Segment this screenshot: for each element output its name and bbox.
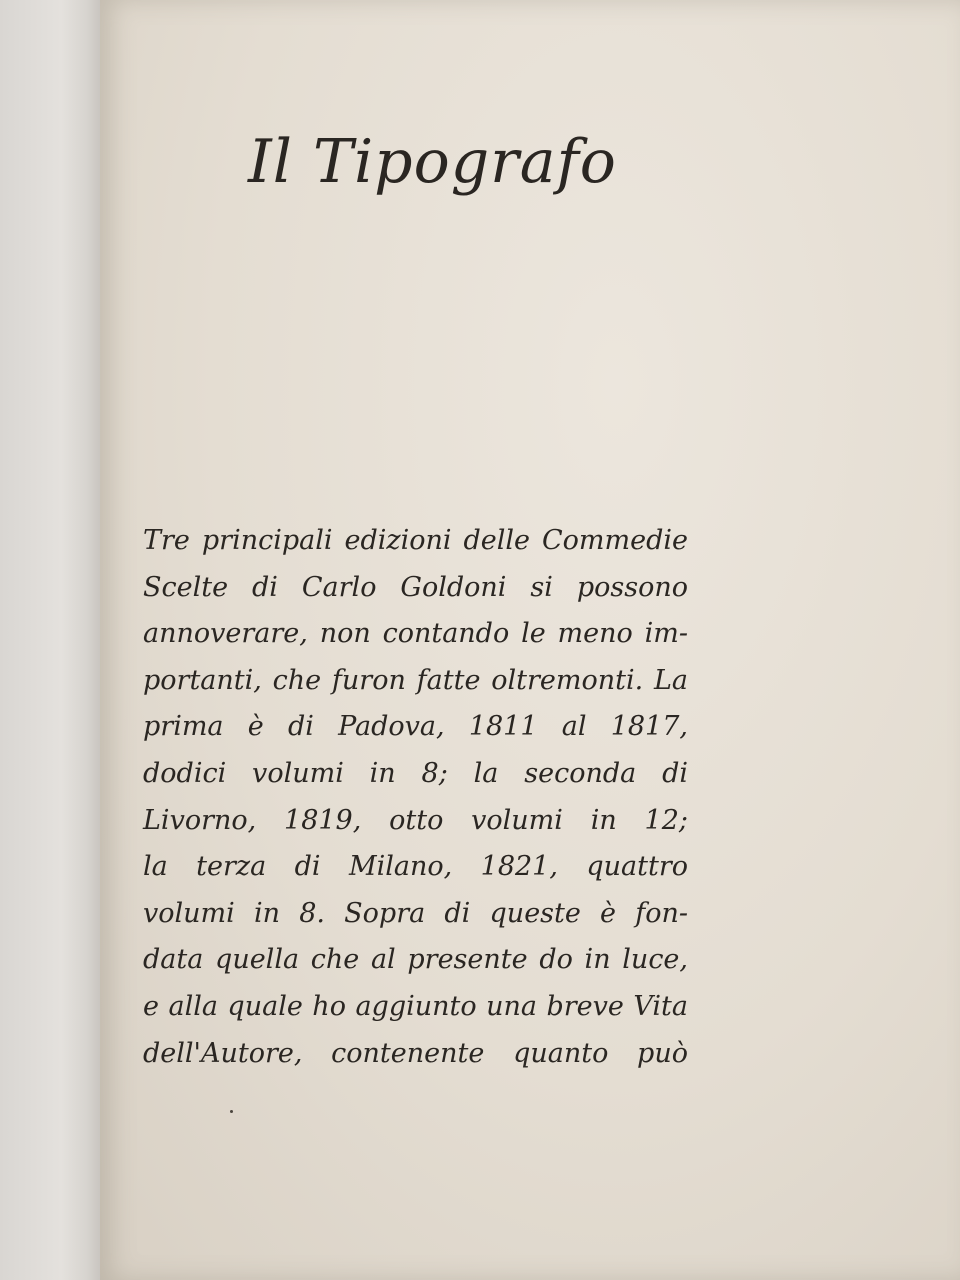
text-line: Livorno, 1819, otto volumi in 12;: [143, 804, 688, 836]
ink-speck: [230, 1110, 233, 1113]
text-line: volumi in 8. Sopra di queste è fon-: [143, 897, 688, 929]
page-title: Il Tipografo: [248, 127, 617, 197]
text-line: data quella che al presente do in luce,: [143, 944, 688, 976]
text-line: portanti, che furon fatte oltremonti. La: [143, 664, 688, 696]
text-line: e alla quale ho aggiunto una breve Vita: [143, 990, 688, 1022]
text-line: prima è di Padova, 1811 al 1817,: [143, 711, 688, 743]
body-text: [143, 518, 688, 1077]
text-line: annoverare, non contando le meno im-: [143, 618, 688, 650]
text-line: dodici volumi in 8; la seconda di: [143, 757, 688, 789]
text-line: dell'Autore, contenente quanto può: [143, 1037, 688, 1069]
text-line: Scelte di Carlo Goldoni si possono: [143, 571, 688, 603]
left-page-edge: [0, 0, 102, 1280]
text-line: Tre principali edizioni delle Commedie: [143, 525, 688, 556]
text-line: la terza di Milano, 1821, quattro: [143, 851, 688, 883]
